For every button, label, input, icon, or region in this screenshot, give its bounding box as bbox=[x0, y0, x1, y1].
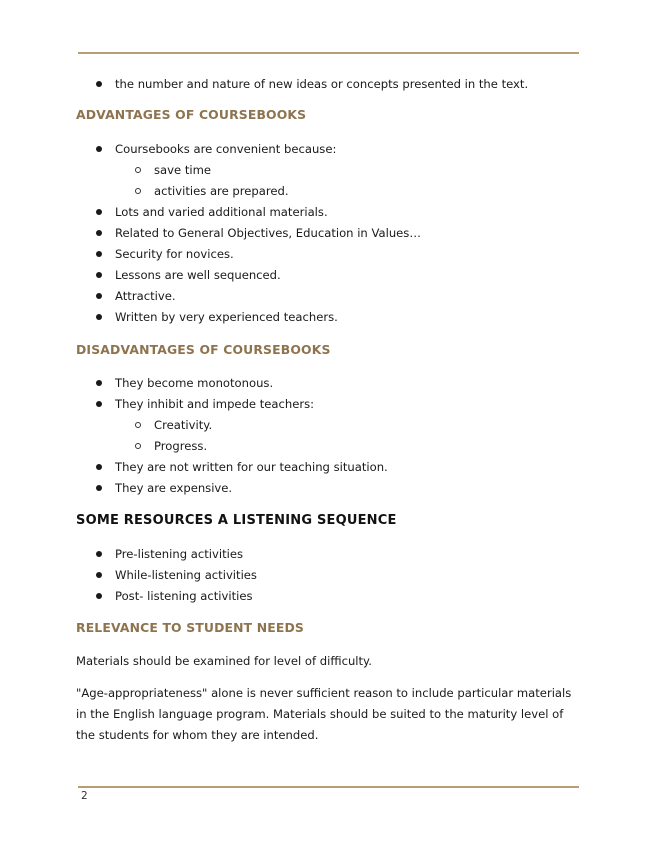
list-item: Attractive. bbox=[76, 288, 579, 304]
sub-list-item: activities are prepared. bbox=[76, 183, 579, 199]
sub-list-item: save time bbox=[76, 162, 579, 178]
list-item: They inhibit and impede teachers: bbox=[76, 396, 579, 412]
footer-rule bbox=[78, 786, 579, 788]
listening-list bbox=[76, 546, 579, 604]
sub-list-item: Creativity. bbox=[76, 417, 579, 433]
relevance-paragraph: Materials should be examined for level of difficulty. bbox=[76, 654, 372, 668]
list-item: Related to General Objectives, Education in Values… bbox=[76, 225, 579, 241]
header-rule bbox=[78, 52, 579, 54]
relevance-heading: RELEVANCE TO STUDENT NEEDS bbox=[76, 620, 304, 635]
listening-heading: SOME RESOURCES A LISTENING SEQUENCE bbox=[76, 513, 397, 528]
list-item: Lots and varied additional materials. bbox=[76, 204, 579, 220]
list-item: While-listening activities bbox=[76, 567, 579, 583]
page-number: 2 bbox=[81, 790, 88, 802]
list-item: Lessons are well sequenced. bbox=[76, 267, 579, 283]
list-item: Post- listening activities bbox=[76, 588, 579, 604]
list-item: Written by very experienced teachers. bbox=[76, 309, 579, 325]
disadvantages-list bbox=[76, 375, 579, 496]
list-item: They are expensive. bbox=[76, 480, 579, 496]
advantages-list bbox=[76, 141, 579, 325]
list-item: the number and nature of new ideas or concepts presented in the text. bbox=[76, 76, 579, 92]
document-body bbox=[76, 76, 579, 746]
list-item: Security for novices. bbox=[76, 246, 579, 262]
advantages-heading: ADVANTAGES OF COURSEBOOKS bbox=[76, 107, 307, 122]
relevance-paragraph: "Age-appropriateness" alone is never sufficient reason to include particular materials in the English language program. Materials should be suited to the maturity level of the students for whom they are intended. bbox=[76, 686, 572, 742]
list-item: Pre-listening activities bbox=[76, 546, 579, 562]
sub-list-item: Progress. bbox=[76, 438, 579, 454]
disadvantages-heading: DISADVANTAGES OF COURSEBOOKS bbox=[76, 342, 331, 357]
list-item: They become monotonous. bbox=[76, 375, 579, 391]
list-item: Coursebooks are convenient because: bbox=[76, 141, 579, 157]
list-item: They are not written for our teaching situation. bbox=[76, 459, 579, 475]
